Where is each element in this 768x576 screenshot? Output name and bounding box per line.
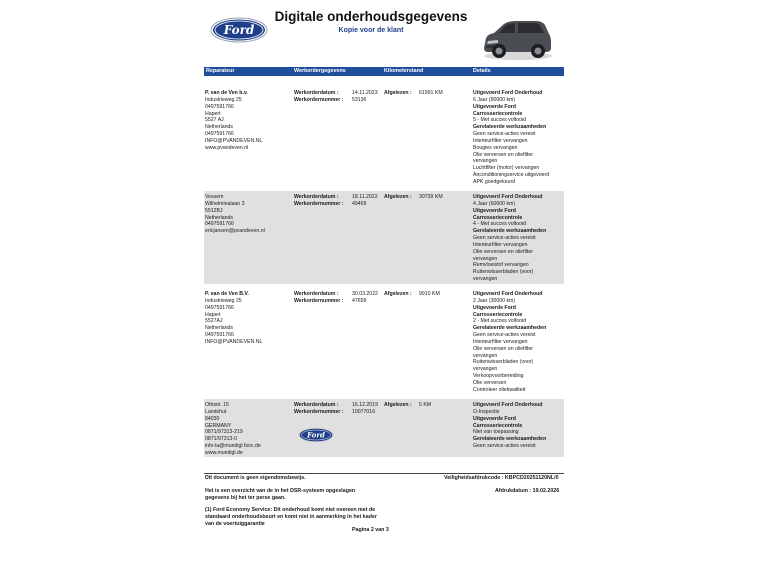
details-line: Gerelateerde werkzaamheden: [473, 228, 547, 235]
dealer-line: 5527AJ: [205, 318, 223, 325]
note-line: (1) Ford Economy Service: Dit onderhoud komt niet overeen met de: [205, 507, 376, 513]
workorder-number-label: Werkordernummer :: [294, 408, 344, 415]
dealer-line: 0497591766: [205, 131, 234, 138]
ownership-note: Dit document is geen eigendomsbewijs.: [205, 475, 306, 481]
ford-logo-text: Ford: [223, 23, 255, 37]
workorder-date: 16.12.2019: [352, 402, 378, 408]
details-line: Carrosseriecontrole: [473, 214, 523, 221]
details-line: APK goedgekeurd: [473, 178, 516, 185]
table-header: [204, 67, 564, 76]
dealer-line: 0871/97313-219: [205, 429, 243, 436]
details-line: Luchtfilter (motor) vervangen: [473, 165, 540, 172]
table-row: [204, 87, 564, 191]
note-line: van de voertuiggarantie: [205, 520, 265, 527]
economy-service-note: [205, 507, 377, 528]
workorder-date-label: Werkorderdatum :: [294, 90, 339, 96]
mileage-label: Afgelezen :: [384, 194, 412, 200]
workorder-number: 47659: [352, 297, 367, 304]
workorder-date-label: Werkorderdatum :: [294, 402, 339, 408]
note-line: standaard onderhoudsbeurt en komt niet in aanmerking in het kader: [205, 513, 377, 520]
workorder-labels: [294, 194, 344, 208]
details-line: Interieurfilter vervangen: [473, 338, 528, 345]
details-line: Olie verversen en oliefilter: [473, 151, 533, 158]
details-line: Geen service-acties vereist: [473, 443, 536, 450]
details-line: Interieurfilter vervangen: [473, 137, 528, 144]
page-number: Pagina 2 van 3: [352, 527, 389, 533]
details-line: Uitgevoerde Ford: [473, 304, 516, 311]
workorder-values: [352, 291, 378, 305]
details-line: O-Inspectie: [473, 408, 500, 415]
dealer-line: GERMANY: [205, 422, 232, 429]
dealer-line: 0497591766: [205, 103, 234, 110]
car-image: [478, 14, 554, 62]
details-line: Uitgevoerde Ford: [473, 207, 516, 214]
details-line: vervangen: [473, 255, 498, 262]
dealer-line: 0871/97313-0: [205, 436, 238, 443]
details-line: Uitgevoerde Ford: [473, 103, 516, 110]
details-line: 2 Jaar (30000 km): [473, 297, 516, 304]
mileage-value: 30739 KM: [419, 194, 443, 200]
workorder-number-label: Werkordernummer :: [294, 200, 344, 207]
dealer-line: Wilhelminalaan 3: [205, 200, 245, 207]
dealer-line: ericjansen@pvandeven.nl: [205, 228, 265, 235]
details-line: Ruitenwisserbladen (voor): [473, 269, 534, 276]
mileage-value: 5 KM: [419, 402, 432, 408]
details-list: [473, 194, 546, 283]
page-title: Digitale onderhoudsgegevens: [274, 9, 468, 24]
mileage-value: 9910 KM: [419, 291, 440, 297]
details-list: [473, 90, 549, 186]
dealer-line: Industrieweg 25: [205, 297, 242, 304]
details-line: vervangen: [473, 366, 498, 373]
ford-logo: [210, 17, 268, 43]
details-line: Carrosseriecontrole: [473, 422, 523, 429]
details-line: Geen service-acties vereist: [473, 332, 536, 339]
details-line: Gerelateerde werkzaamheden: [473, 436, 547, 443]
dealer-line: 84030: [205, 415, 220, 422]
dealer-line: Vessem: [205, 194, 224, 200]
workorder-number: 49469: [352, 200, 367, 207]
workorder-number: 10077016: [352, 408, 376, 415]
dealer-line: INFO@PVANDEVEN.NL: [205, 137, 263, 144]
col-header-workorder: Werkordergegevens: [294, 68, 346, 74]
details-line: Verkoopvoorbereiding: [473, 373, 524, 380]
workorder-labels: [294, 90, 344, 104]
details-line: Uitgevoerd Ford Onderhoud: [473, 291, 543, 297]
dealer-line: info-la@mundigl.fsoc.de: [205, 443, 261, 450]
details-line: Uitgevoerde Ford: [473, 415, 516, 422]
details-line: Olie verversen en oliefilter: [473, 345, 533, 352]
workorder-number-label: Werkordernummer :: [294, 297, 344, 304]
details-line: Geen service-acties vereist: [473, 131, 536, 138]
details-line: Bougies vervangen: [473, 144, 518, 151]
details-line: Olie verversen: [473, 379, 507, 386]
table-row: [204, 191, 564, 284]
dealer-line: 0497591766: [205, 304, 234, 311]
ford-logo-small-text: Ford: [307, 430, 325, 440]
workorder-number-label: Werkordernummer :: [294, 96, 344, 103]
dealer-name: P. van de Ven B.V.: [205, 291, 249, 297]
workorder-values: [352, 194, 378, 208]
workorder-values: [352, 402, 378, 416]
dealer-name: P. van de Ven b.v.: [205, 90, 248, 96]
page-subtitle: Kopie voor de klant: [338, 27, 404, 34]
details-line: vervangen: [473, 158, 498, 165]
col-header-mileage: Kilometerstand: [384, 68, 424, 74]
col-header-repairer: Reparateur: [206, 68, 235, 74]
dealer-line: www.mundigl.de: [205, 449, 243, 456]
details-line: vervangen: [473, 276, 498, 283]
workorder-date: 30.03.2022: [352, 291, 378, 297]
dealer-line: Netherlands: [205, 214, 233, 221]
dealer-line: Landshut: [205, 408, 227, 415]
dealer-info: [205, 291, 262, 346]
details-line: 4 Jaar (60000 km): [473, 200, 516, 207]
details-line: Olie verversen en oliefilter: [473, 248, 533, 255]
mileage-value: 61991 KM: [419, 90, 443, 96]
details-line: Airconditioningservice uitgevoerd: [473, 172, 550, 179]
footer-divider: [204, 473, 564, 474]
dealer-line: Netherlands: [205, 124, 233, 131]
dealer-line: 0497591766: [205, 221, 234, 228]
details-line: Niet van toepassing: [473, 429, 519, 436]
details-line: Gerelateerde werkzaamheden: [473, 325, 547, 332]
details-line: 5 - Met succes voltooid: [473, 117, 527, 124]
workorder-values: [352, 90, 378, 104]
overview-line: gegevens bij het ter perse gaan.: [205, 494, 286, 501]
security-code: Veiligheidsafdrukcode : KBPCD20251120NL/0: [444, 475, 559, 481]
details-list: [473, 402, 546, 450]
dealer-line: 5527 AJ: [205, 117, 224, 124]
details-line: Controleer oliekwaliteit: [473, 386, 526, 393]
dealer-line: Industrieweg 25: [205, 96, 242, 103]
details-list: [473, 291, 546, 394]
details-line: 2 - Met succes voltooid: [473, 318, 527, 325]
workorder-labels: [294, 402, 344, 416]
overview-line: Het is een overzicht van de in het DSR-systeem opgeslagen: [205, 488, 356, 494]
dealer-line: 5512BJ: [205, 207, 223, 214]
ford-logo-small: [299, 428, 333, 447]
table-row: [204, 399, 564, 457]
overview-note: [205, 488, 355, 502]
dealer-line: Netherlands: [205, 325, 233, 332]
mileage-label: Afgelezen :: [384, 90, 412, 96]
details-line: Ruitenwisserbladen (voor): [473, 359, 534, 366]
details-line: vervangen: [473, 352, 498, 359]
mileage-label: Afgelezen :: [384, 291, 412, 297]
details-line: Uitgevoerd Ford Onderhoud: [473, 402, 543, 408]
workorder-date-label: Werkorderdatum :: [294, 194, 339, 200]
dealer-info: [205, 402, 261, 457]
workorder-labels: [294, 291, 344, 305]
dealer-line: Hapert: [205, 311, 221, 318]
table-row: [204, 288, 564, 396]
workorder-date: 18.11.2022: [352, 194, 378, 200]
dealer-line: Ottostr. 15: [205, 402, 229, 408]
dealer-line: 0497591766: [205, 332, 234, 339]
mileage-label: Afgelezen :: [384, 402, 412, 408]
details-line: Geen service-acties vereist: [473, 235, 536, 242]
dealer-info: [205, 194, 265, 235]
dealer-line: INFO@PVANDEVEN.NL: [205, 338, 263, 345]
details-line: Carrosseriecontrole: [473, 311, 523, 318]
dealer-line: Hapert: [205, 110, 221, 117]
workorder-date-label: Werkorderdatum :: [294, 291, 339, 297]
details-line: Uitgevoerd Ford Onderhoud: [473, 194, 543, 200]
dealer-line: www.pvandeven.nl: [205, 144, 249, 151]
details-line: Uitgevoerd Ford Onderhoud: [473, 90, 543, 96]
details-line: Remvloeistof vervangen: [473, 262, 529, 269]
print-date: Afdrukdatum : 19.02.2026: [495, 488, 560, 494]
details-line: 4 - Met succes voltooid: [473, 221, 527, 228]
details-line: Gerelateerde werkzaamheden: [473, 124, 547, 131]
workorder-number: 53136: [352, 96, 367, 103]
details-line: Carrosseriecontrole: [473, 110, 523, 117]
dealer-info: [205, 90, 262, 152]
workorder-date: 14.11.2023: [352, 90, 378, 96]
details-line: 6 Jaar (90000 km): [473, 96, 516, 103]
details-line: Interieurfilter vervangen: [473, 241, 528, 248]
col-header-details: Details: [473, 68, 491, 74]
